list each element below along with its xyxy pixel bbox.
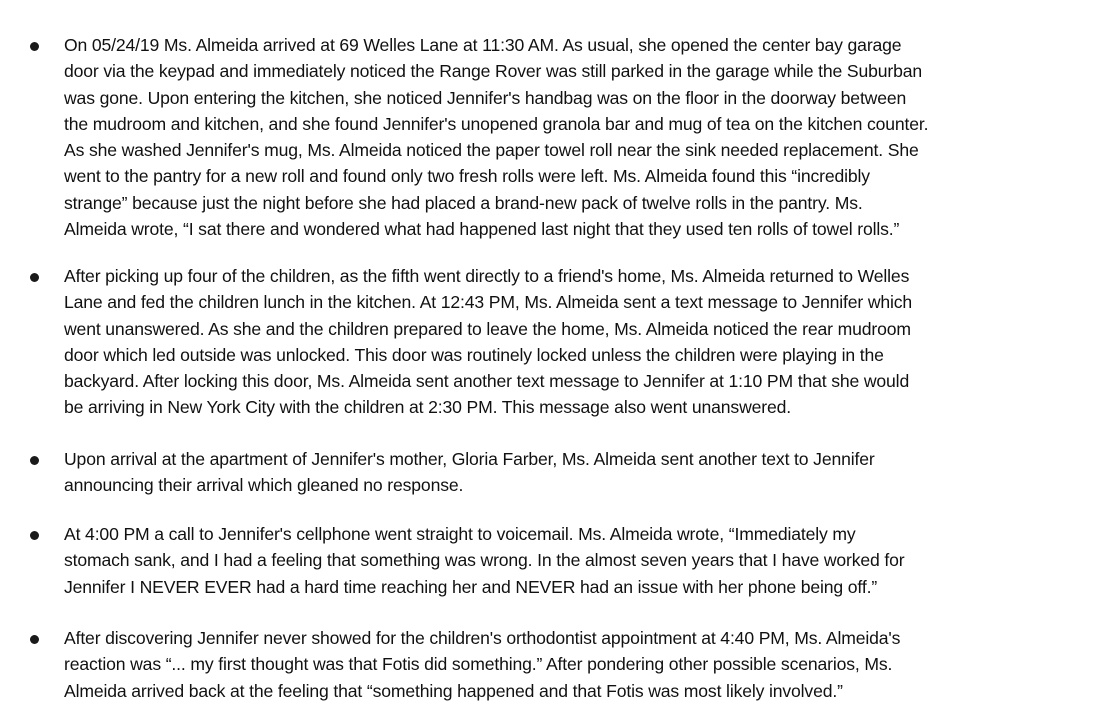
text-line: On 05/24/19 Ms. Almeida arrived at 69 Welles Lane at 11:30 AM. As usual, she opened the center bay garage [64,35,902,55]
bullet-dot [30,635,39,644]
text-line: After picking up four of the children, as the fifth went directly to a friend's home, Ms. Almeida returned to Welles [64,266,910,286]
text-line: be arriving in New York City with the children at 2:30 PM. This message also went unanswered. [64,397,791,418]
bullet-paragraph [64,446,1094,499]
text-line: backyard. After locking this door, Ms. Almeida sent another text message to Jennifer at 1:10 PM that she would [64,371,910,392]
text-line: As she washed Jennifer's mug, Ms. Almeida noticed the paper towel roll near the sink needed replacement. She [64,140,919,161]
bullet-paragraph [64,32,1094,242]
bullet-dot [30,456,39,465]
bullet-dot [30,42,39,51]
text-line: Almeida wrote, “I sat there and wondered what had happened last night that they used ten rolls of towel rolls.” [64,219,900,240]
text-line: After discovering Jennifer never showed for the children's orthodontist appointment at 4:40 PM, Ms. Almeida's [64,628,901,648]
text-line: stomach sank, and I had a feeling that something was wrong. In the almost seven years that I have worked for [64,550,905,571]
bullet-dot [30,531,39,540]
text-line: door via the keypad and immediately noticed the Range Rover was still parked in the garage while the Suburban [64,61,922,82]
text-line: went to the pantry for a new roll and found only two fresh rolls were left. Ms. Almeida found this “incredibly [64,166,870,187]
text-line: strange” because just the night before she had placed a brand-new pack of twelve rolls in the pantry. Ms. [64,192,863,213]
text-line: door which led outside was unlocked. This door was routinely locked unless the children were playing in the [64,344,884,365]
text-line: Almeida arrived back at the feeling that “something happened and that Fotis was most likely involved.” [64,680,843,701]
text-line: At 4:00 PM a call to Jennifer's cellphone went straight to voicemail. Ms. Almeida wrote, “Immediately my [64,524,856,544]
text-line: was gone. Upon entering the kitchen, she noticed Jennifer's handbag was on the floor in the doorway between [64,87,907,108]
bullet-paragraph [64,625,1094,704]
text-line: the mudroom and kitchen, and she found Jennifer's unopened granola bar and mug of tea on the kitchen counter. [64,113,929,134]
bullet-paragraph [64,521,1094,600]
text-line: announcing their arrival which gleaned no response. [64,475,464,496]
bullet-paragraph [64,263,1094,421]
text-line: reaction was “... my first thought was that Fotis did something.” After pondering other possible scenarios, Ms. [64,654,893,675]
text-line: Upon arrival at the apartment of Jennifer's mother, Gloria Farber, Ms. Almeida sent another text to Jennifer [64,449,875,469]
text-line: Jennifer I NEVER EVER had a hard time reaching her and NEVER had an issue with her phone being off.” [64,576,878,597]
bullet-dot [30,273,39,282]
text-line: Lane and fed the children lunch in the kitchen. At 12:43 PM, Ms. Almeida sent a text message to Jennifer which [64,292,913,313]
text-line: went unanswered. As she and the children prepared to leave the home, Ms. Almeida noticed the rear mudroom [64,318,911,339]
